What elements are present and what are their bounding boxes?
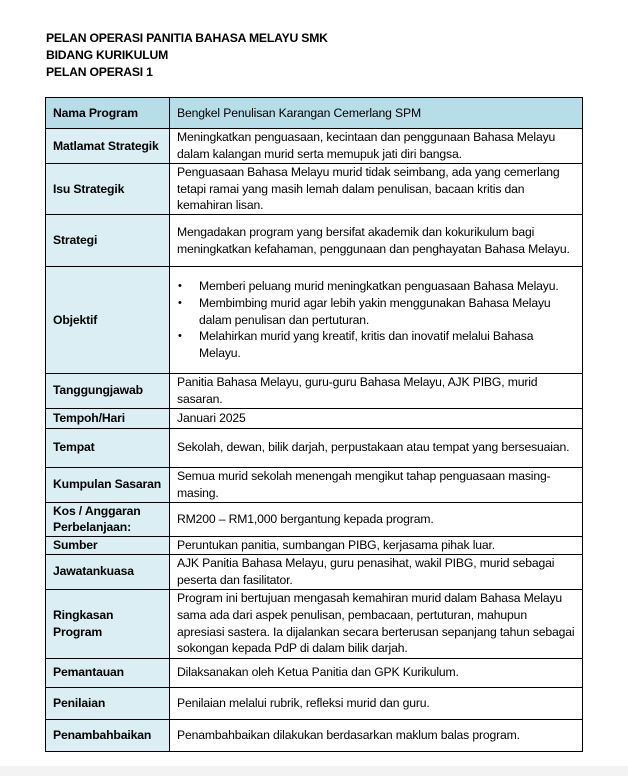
row-label: Tempoh/Hari (46, 408, 170, 428)
row-label: Kos / Anggaran Perbelanjaan: (46, 502, 170, 536)
row-label: Matlamat Strategik (46, 129, 170, 164)
list-item-text: Memberi peluang murid meningkatkan penguasaan Bahasa Melayu. (199, 279, 559, 294)
page-bottom-margin (0, 766, 628, 776)
row-label: Penambahbaikan (46, 719, 170, 751)
row-label: Tanggungjawab (46, 374, 170, 408)
document-title-block (46, 30, 328, 81)
row-value: Penguasaan Bahasa Melayu murid tidak seimbang, ada yang cemerlang tetapi ramai yang masih lemah dalam penulisan, bacaan kritis dan kemahiran lisan. (170, 164, 583, 215)
table-row-monitoring (46, 658, 583, 687)
row-value: AJK Panitia Bahasa Melayu, guru penasihat, wakil PIBG, murid sebagai peserta dan fasilitator. (170, 554, 583, 589)
table-row-duration (46, 408, 583, 428)
row-value: Peruntukan panitia, sumbangan PIBG, kerjasama pihak luar. (170, 536, 583, 554)
table-row-cost (46, 502, 583, 536)
document-subtitle-plan: PELAN OPERASI 1 (46, 65, 153, 79)
table-row-responsibility (46, 374, 583, 408)
operation-plan-table (45, 97, 583, 752)
bullet-icon: • (178, 280, 182, 293)
table-row-program-name (46, 98, 583, 129)
row-label: Kumpulan Sasaran (46, 467, 170, 502)
row-value: Penambahbaikan dilakukan berdasarkan maklum balas program. (170, 719, 583, 751)
row-value: Januari 2025 (170, 408, 583, 428)
list-item (178, 278, 576, 295)
row-label: Sumber (46, 536, 170, 554)
row-value: Dilaksanakan oleh Ketua Panitia dan GPK Kurikulum. (170, 658, 583, 687)
row-value: Meningkatkan penguasaan, kecintaan dan penggunaan Bahasa Melayu dalam kalangan murid serta memupuk jati diri bangsa. (170, 129, 583, 164)
row-value: Program ini bertujuan mengasah kemahiran murid dalam Bahasa Melayu sama ada dari aspek penulisan, pembacaan, pertuturan, mahupun apresiasi sastera. Ia dijalankan secara berterusan sepanjang tahun sebagai sokongan kepada PdP di dalam bilik darjah. (170, 589, 583, 658)
list-item (178, 328, 576, 361)
list-item-text: Melahirkan murid yang kreatif, kritis dan inovatif melalui Bahasa Melayu. (199, 329, 534, 361)
bullet-icon: • (178, 330, 182, 343)
objectives-list (177, 278, 576, 362)
row-label: Pemantauan (46, 658, 170, 687)
row-label: Objektif (46, 267, 170, 374)
row-value: Bengkel Penulisan Karangan Cemerlang SPM (170, 98, 583, 129)
row-value: Penilaian melalui rubrik, refleksi murid dan guru. (170, 687, 583, 719)
row-value: Sekolah, dewan, bilik darjah, perpustakaan atau tempat yang bersesuaian. (170, 428, 583, 467)
table-row-program-summary (46, 589, 583, 658)
row-label: Strategi (46, 215, 170, 267)
table-row-venue (46, 428, 583, 467)
document-subtitle-field: BIDANG KURIKULUM (46, 48, 169, 62)
table-row-target-group (46, 467, 583, 502)
table-row-source (46, 536, 583, 554)
table-row-strategy (46, 215, 583, 267)
row-value: Semua murid sekolah menengah mengikut tahap penguasaan masing-masing. (170, 467, 583, 502)
row-value: RM200 – RM1,000 bergantung kepada program. (170, 502, 583, 536)
row-label: Penilaian (46, 687, 170, 719)
table-row-improvement (46, 719, 583, 751)
row-value (170, 267, 583, 374)
table-row-objectives (46, 267, 583, 374)
row-label: Tempat (46, 428, 170, 467)
list-item-text: Membimbing murid agar lebih yakin menggunakan Bahasa Melayu dalam penulisan dan pertuturan. (199, 296, 551, 327)
table-row-strategic-goal (46, 129, 583, 164)
table-row-evaluation (46, 687, 583, 719)
table-row-strategic-issue (46, 164, 583, 215)
bullet-icon: • (178, 297, 182, 310)
list-item (178, 295, 576, 328)
row-label: Jawatankuasa (46, 554, 170, 589)
row-label: Isu Strategik (46, 164, 170, 215)
table-row-committee (46, 554, 583, 589)
row-label: Nama Program (46, 98, 170, 129)
document-title: PELAN OPERASI PANITIA BAHASA MELAYU SMK (46, 31, 328, 45)
row-value: Mengadakan program yang bersifat akademik dan kokurikulum bagi meningkatkan kefahaman, penggunaan dan penghayatan Bahasa Melayu. (170, 215, 583, 267)
row-label: Ringkasan Program (46, 589, 170, 658)
row-value: Panitia Bahasa Melayu, guru-guru Bahasa Melayu, AJK PIBG, murid sasaran. (170, 374, 583, 408)
